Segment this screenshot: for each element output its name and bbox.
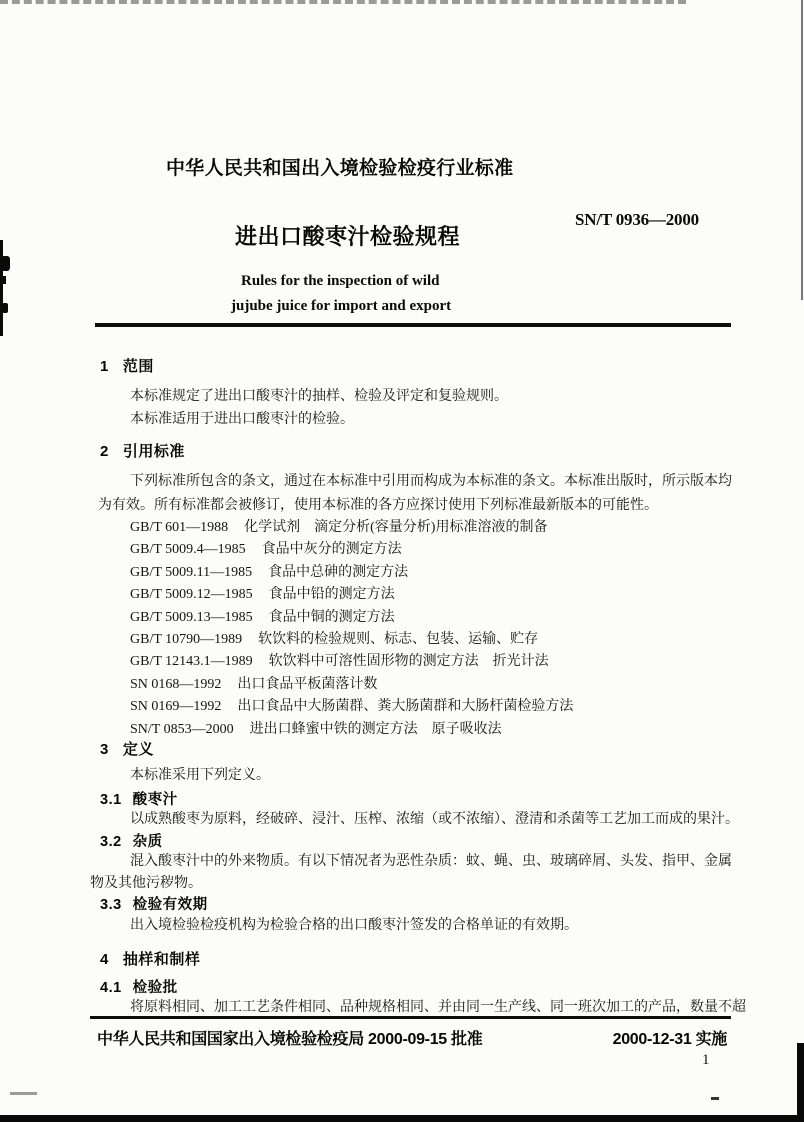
references-list — [130, 517, 573, 741]
document-title-en-line1: Rules for the inspection of wild — [241, 273, 440, 289]
reference-item — [130, 517, 573, 539]
section-heading-text: 范围 — [122, 358, 154, 375]
section-heading-text: 定义 — [122, 741, 154, 758]
section-heading-text: 抽样和制样 — [122, 951, 201, 968]
document-title-en-line2: jujube juice for import and export — [231, 298, 452, 314]
document-title-cn: 进出口酸枣汁检验规程 — [235, 224, 461, 249]
reference-item — [130, 584, 573, 606]
subsection-heading-text: 酸枣汁 — [132, 792, 178, 808]
standard-class-line: 中华人民共和国出入境检验检疫行业标准 — [166, 158, 514, 179]
scan-artifact-right-edge — [797, 1043, 804, 1122]
header-rule — [95, 323, 731, 327]
reference-title: 软饮料的检验规则、标志、包装、运输、贮存 — [258, 631, 539, 647]
section-heading-text: 引用标准 — [122, 443, 185, 460]
reference-title: 食品中铅的测定方法 — [268, 587, 395, 603]
reference-title: 食品中总砷的测定方法 — [268, 564, 409, 580]
scan-artifact-right-edge-line — [801, 0, 803, 300]
section-4-heading — [100, 948, 200, 969]
subsection-3-2-body: 混入酸枣汁中的外来物质。有以下情况者为恶性杂质：蚊、蝇、虫、玻璃碎屑、头发、指甲、金属物及其他污秽物。 — [90, 854, 732, 891]
subsection-number: 3.2 — [100, 834, 122, 850]
subsection-number: 3.1 — [100, 792, 122, 808]
reference-title: 出口食品平板菌落计数 — [237, 676, 378, 692]
scan-artifact-ink-blob — [0, 276, 6, 284]
scan-artifact-bottom-edge — [0, 1115, 804, 1122]
footer-rule — [90, 1016, 731, 1019]
page-number: 1 — [702, 1052, 710, 1068]
subsection-heading-text: 杂质 — [132, 834, 163, 850]
subsection-4-1-body: 将原料相同、加工工艺条件相同、品种规格相同、并由同一生产线、同一班次加工的产品，数量不超 — [130, 1000, 746, 1015]
paragraph: 本标准规定了进出口酸枣汁的抽样、检验及评定和复验规则。 — [130, 389, 508, 404]
scan-artifact-left-edge — [0, 240, 3, 336]
reference-item — [130, 719, 573, 741]
section-number: 1 — [100, 358, 109, 375]
reference-item — [130, 696, 573, 718]
subsection-3-3-body: 出入境检验检疫机构为检验合格的出口酸枣汁签发的合格单证的有效期。 — [130, 918, 578, 933]
reference-code: SN/T 0853—2000 — [130, 721, 234, 737]
reference-code: SN 0168—1992 — [130, 676, 222, 692]
reference-title: 食品中灰分的测定方法 — [261, 542, 402, 558]
reference-code: GB/T 10790—1989 — [130, 631, 243, 647]
subsection-number: 3.3 — [100, 897, 122, 913]
reference-code: GB/T 601—1988 — [130, 520, 229, 535]
reference-code: GB/T 5009.12—1985 — [130, 587, 253, 603]
section-2-heading — [100, 440, 185, 461]
reference-item — [130, 651, 573, 673]
reference-code: GB/T 12143.1—1989 — [130, 654, 253, 670]
paragraph: 本标准适用于进出口酸枣汁的检验。 — [130, 412, 354, 427]
section-2-intro-paragraph: 下列标准所包含的条文，通过在本标准中引用而构成为本标准的条文。本标准出版时，所示版本均为有效。所有标准都会被修订，使用本标准的各方应探讨使用下列标准最新版本的可能性。 — [98, 474, 732, 513]
reference-code: GB/T 5009.4—1985 — [130, 542, 246, 558]
reference-item — [130, 629, 573, 651]
reference-title: 化学试剂 滴定分析(容量分析)用标准溶液的制备 — [244, 520, 548, 535]
scan-artifact-ink-blob — [1, 256, 10, 271]
reference-item — [130, 562, 573, 584]
reference-item — [130, 674, 573, 696]
scan-artifact-ink-speck — [711, 1097, 719, 1100]
scan-artifact-ink-speck — [10, 1092, 37, 1095]
reference-title: 进出口蜂蜜中铁的测定方法 原子吸收法 — [249, 721, 502, 737]
section-number: 4 — [100, 951, 109, 968]
reference-title: 出口食品中大肠菌群、粪大肠菌群和大肠杆菌检验方法 — [237, 699, 574, 715]
reference-title: 食品中铜的测定方法 — [268, 609, 395, 625]
subsection-number: 4.1 — [100, 980, 122, 996]
subsection-3-3-heading — [100, 893, 208, 914]
scan-artifact-ink-blob — [0, 303, 8, 313]
scan-artifact-top-dashes — [0, 0, 686, 4]
reference-item — [130, 607, 573, 629]
section-number: 2 — [100, 443, 109, 460]
subsection-3-1-body: 以成熟酸枣为原料，经破碎、浸汁、压榨、浓缩（或不浓缩）、澄清和杀菌等工艺加工而成的果汁。 — [130, 812, 739, 827]
reference-item — [130, 539, 573, 561]
section-3-intro: 本标准采用下列定义。 — [130, 768, 270, 783]
subsection-heading-text: 检验有效期 — [132, 897, 208, 913]
standard-number: SN/T 0936—2000 — [575, 210, 699, 229]
footer-implementation: 2000-12-31 实施 — [612, 1031, 727, 1048]
subsection-4-1-heading — [100, 976, 178, 997]
reference-code: GB/T 5009.13—1985 — [130, 609, 253, 625]
footer-approval: 中华人民共和国国家出入境检验检疫局 2000-09-15 批准 — [97, 1031, 483, 1048]
subsection-heading-text: 检验批 — [132, 980, 178, 996]
section-3-heading — [100, 738, 154, 759]
reference-title: 软饮料中可溶性固形物的测定方法 折光计法 — [268, 654, 549, 670]
section-number: 3 — [100, 741, 109, 758]
section-1-heading — [100, 355, 154, 376]
subsection-3-2-heading — [100, 830, 163, 851]
reference-code: SN 0169—1992 — [130, 699, 222, 715]
subsection-3-1-heading — [100, 788, 178, 809]
reference-code: GB/T 5009.11—1985 — [130, 564, 253, 580]
